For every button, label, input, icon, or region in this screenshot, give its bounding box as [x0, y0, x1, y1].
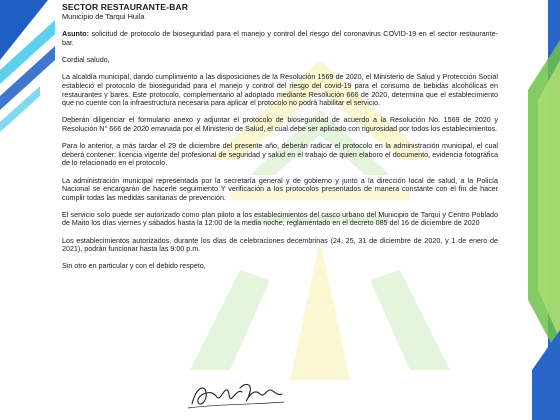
paragraph-monitoring: La administración municipal representada por la secretaría general y de gobierno y junto a la dirección local de salud, a la Policía Nacional se encargarán de hacerle seguimiento Y verificación a los protocolos presentados de manera constante con el fin de hacer cumplir todas las medidas sanitarias de prevención. — [62, 176, 498, 202]
paragraph-deadline: Para lo anterior, a más tardar el 29 de diciembre del presente año, deberán radicar el protocolo en la administración municipal, el cual deberá contener: licencia vigente del profesional de seguridad y salud en el trabajo de quien elaboro el documento, evidencia fotográfica de lo relacionado en el protocolo. — [62, 142, 498, 168]
subject-text: solicitud de protocolo de bioseguridad para el manejo y control del riesgo del coronavirus COVID-19 en el sector restaurante-bar. — [62, 30, 498, 47]
subject-label: Asunto: — [62, 30, 89, 38]
subject-line — [62, 30, 498, 47]
letter-body — [62, 2, 498, 271]
recipient-name: SECTOR RESTAURANTE-BAR — [62, 2, 189, 12]
paragraph-resolution: La alcaldía municipal, dando cumplimiento a las disposiciones de la Resolución 1569 de 2020, el Ministerio de Salud y Protección Social estableció el protocolo de bioseguridad para el manejo y control del riesgo del covid-19 para el consumo de bebidas alcohólicas en restaurantes y bares. Este protocolo, complementario al adoptado mediante Resolución 666 de 2020, determina que el establecimiento que no cuente con la infraestructura necesaria para aplicar el protocolo no podrá habilitar el servicio. — [62, 73, 498, 108]
closing-line: Sin otro en particular y con el debido respeto, — [62, 262, 206, 271]
paragraph-pilot-plan: El servicio solo puede ser autorizado como plan piloto a los establecimientos del casco urbano del Municipio de Tarqui y Centro Poblado de Maito los días viernes y sábados hasta la 12:00 de la media noche, reglamentado en el decreto 085 del 16 de diciembre de 2020 — [62, 210, 498, 228]
greeting: Cordial saludo, — [62, 55, 110, 64]
paragraph-form: Deberán diligenciar el formulario anexo y adjuntar el protocolo de bioseguridad de acuerdo a la Resolución No. 1569 de 2020 y Resolución N° 666 de 2020 emanada por el Ministerio de Salud, el cual debe ser aplicado con rigurosidad por todos los establecimientos. — [62, 116, 498, 133]
left-decorative-band — [0, 0, 60, 420]
recipient-block — [62, 2, 498, 21]
right-decorative-band — [520, 0, 560, 420]
paragraph-holidays: Los establecimientos autorizados, durante los días de celebraciones decembrinas (24, 25, 31 de diciembre de 2020, y 1 de enero de 2021), podrán funcionar hasta las 9:00 p.m. — [62, 236, 498, 254]
recipient-location: Municipio de Tarqui Huila — [62, 12, 145, 21]
handwritten-signature — [186, 378, 286, 412]
